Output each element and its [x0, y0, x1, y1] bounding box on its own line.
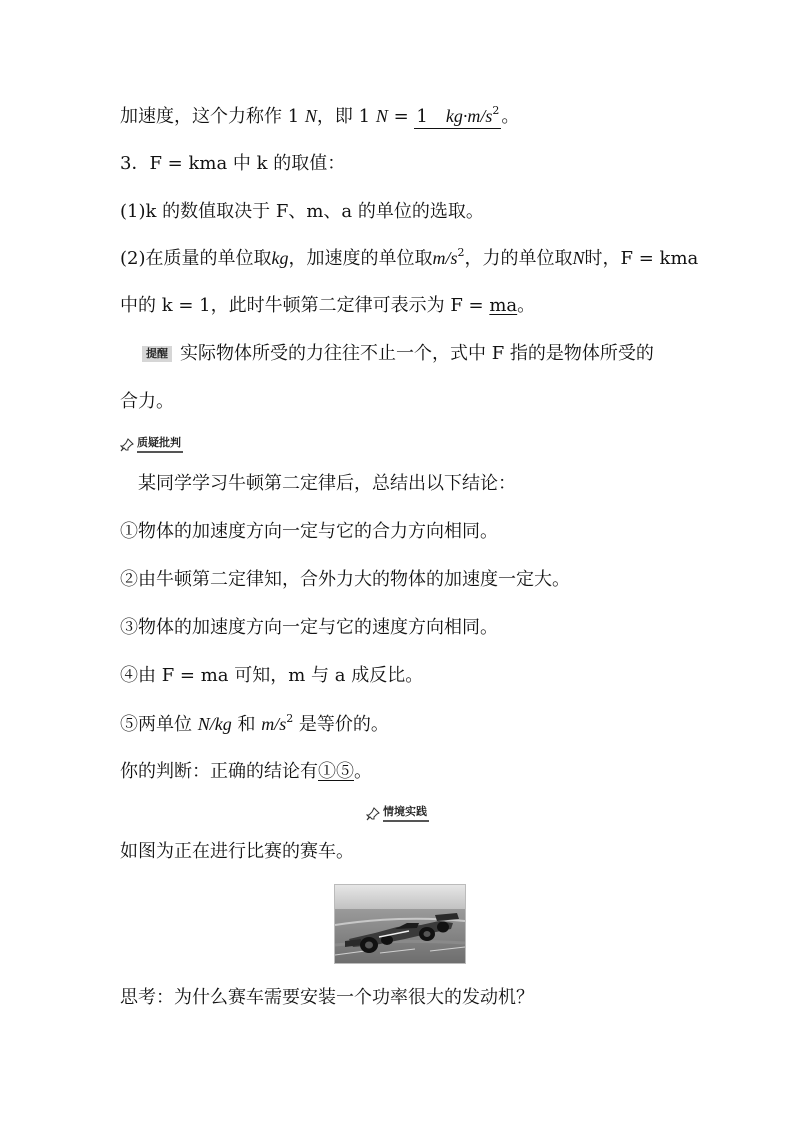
para-si-units: (2)在质量的单位取kg，加速度的单位取$m/s^2$，力的单位取N时，F = kma: [120, 246, 699, 269]
answer-blank: 1 $kg\cdot m/s^2$: [416, 104, 500, 127]
conclusion-2: ②由牛顿第二定律知，合外力大的物体的加速度一定大。: [120, 569, 570, 590]
para-race-car: 如图为正在进行比赛的赛车。: [120, 841, 354, 862]
para-k-equals-one: 中的 k = 1，此时牛顿第二定律可表示为 F = ma。: [120, 295, 536, 316]
answer-ma: ma: [489, 295, 518, 316]
para-student-summary: 某同学学习牛顿第二定律后，总结出以下结论：: [138, 473, 516, 494]
section-scenario-practice: 情境实践: [366, 805, 429, 822]
para-net-force: 合力。: [120, 391, 174, 412]
note-reminder: 提醒 实际物体所受的力往往不止一个，式中 F 指的是物体所受的: [142, 342, 654, 366]
pushpin-icon: [366, 807, 380, 821]
conclusion-1: ①物体的加速度方向一定与它的合力方向相同。: [120, 521, 498, 542]
conclusion-4: ④由 F = ma 可知，m 与 a 成反比。: [120, 665, 424, 686]
para-k-depends: (1)k 的数值取决于 F、m、a 的单位的选取。: [120, 201, 484, 222]
reminder-tag: 提醒: [142, 346, 172, 362]
judgment-line: 你的判断：正确的结论有①⑤。: [120, 761, 372, 782]
pushpin-icon: [120, 438, 134, 452]
conclusion-3: ③物体的加速度方向一定与它的速度方向相同。: [120, 617, 498, 638]
heading-k-value: 3．F = kma 中 k 的取值：: [120, 153, 346, 174]
judgment-answer: ①⑤: [318, 761, 354, 782]
para-newton-definition: 加速度，这个力称作 1 N，即 1 N = 1 $kg\cdot m/s^2$ 。: [120, 104, 520, 127]
conclusion-5: ⑤两单位 N/kg 和 $m/s^2$ 是等价的。: [120, 712, 389, 735]
question-engine-power: 思考：为什么赛车需要安装一个功率很大的发动机？: [120, 987, 534, 1008]
race-car-image: [334, 884, 466, 964]
section-critical-thinking: 质疑批判: [120, 436, 183, 453]
